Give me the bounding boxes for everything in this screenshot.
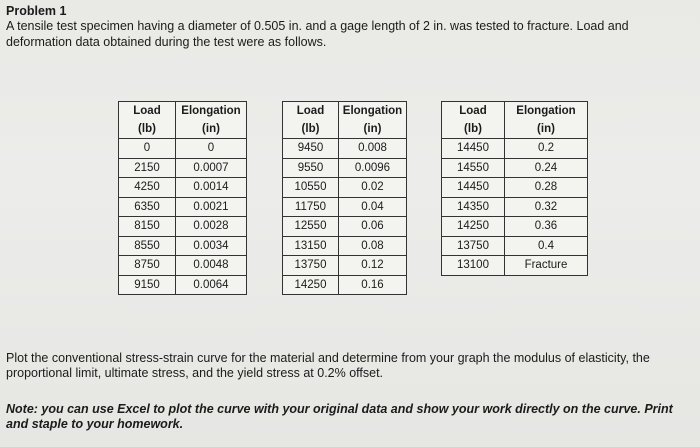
table-row xyxy=(119,158,247,178)
load-header: (lb) xyxy=(119,120,176,139)
elongation-cell: 0.24 xyxy=(505,158,588,178)
elongation-cell: 0.02 xyxy=(339,178,407,198)
load-header: (lb) xyxy=(442,120,505,139)
table-row xyxy=(442,256,588,276)
elongation-cell: 0.0064 xyxy=(176,275,247,295)
elongation-header: (in) xyxy=(339,120,407,139)
table-header-row xyxy=(119,102,247,121)
elongation-header: (in) xyxy=(505,120,588,139)
table-header-row xyxy=(119,120,247,139)
table-row xyxy=(442,158,588,178)
elongation-cell: 0 xyxy=(176,139,247,159)
elongation-cell: 0.32 xyxy=(505,197,588,217)
elongation-header: Elongation xyxy=(339,102,407,121)
problem-title: Problem 1 xyxy=(6,4,67,18)
elongation-cell: 0.008 xyxy=(339,139,407,159)
data-table-2 xyxy=(282,101,407,295)
table-header-row xyxy=(283,120,407,139)
table-row xyxy=(442,178,588,198)
elongation-header: Elongation xyxy=(505,102,588,121)
load-cell: 14450 xyxy=(442,139,505,159)
table-header-row xyxy=(442,102,588,121)
load-cell: 4250 xyxy=(119,178,176,198)
table-row xyxy=(283,275,407,295)
table-header-row xyxy=(283,102,407,121)
elongation-cell: 0.0048 xyxy=(176,256,247,276)
load-header: Load xyxy=(283,102,339,121)
load-cell: 13100 xyxy=(442,256,505,276)
table-header-row xyxy=(442,120,588,139)
table-row xyxy=(119,275,247,295)
elongation-cell: 0.0021 xyxy=(176,197,247,217)
elongation-cell: 0.4 xyxy=(505,236,588,256)
elongation-cell: 0.0014 xyxy=(176,178,247,198)
load-cell: 8150 xyxy=(119,217,176,237)
elongation-cell: Fracture xyxy=(505,256,588,276)
elongation-cell: 0.12 xyxy=(339,256,407,276)
table-row xyxy=(119,236,247,256)
load-cell: 0 xyxy=(119,139,176,159)
load-header: Load xyxy=(442,102,505,121)
table-row xyxy=(283,236,407,256)
load-cell: 14350 xyxy=(442,197,505,217)
load-cell: 11750 xyxy=(283,197,339,217)
load-cell: 10550 xyxy=(283,178,339,198)
load-cell: 8750 xyxy=(119,256,176,276)
table-row xyxy=(442,236,588,256)
load-cell: 9550 xyxy=(283,158,339,178)
elongation-header: (in) xyxy=(176,120,247,139)
load-cell: 6350 xyxy=(119,197,176,217)
elongation-cell: 0.0096 xyxy=(339,158,407,178)
table-row xyxy=(119,217,247,237)
table-row xyxy=(119,178,247,198)
elongation-cell: 0.08 xyxy=(339,236,407,256)
note: Note: you can use Excel to plot the curve with your original data and show your work directly on the curve. Print and staple to your homework. xyxy=(6,402,673,431)
load-cell: 14450 xyxy=(442,178,505,198)
load-cell: 8550 xyxy=(119,236,176,256)
load-cell: 12550 xyxy=(283,217,339,237)
table-row xyxy=(283,178,407,198)
table-row xyxy=(119,256,247,276)
table-row xyxy=(283,217,407,237)
load-cell: 9450 xyxy=(283,139,339,159)
elongation-cell: 0.36 xyxy=(505,217,588,237)
load-cell: 9150 xyxy=(119,275,176,295)
load-cell: 13750 xyxy=(442,236,505,256)
elongation-cell: 0.28 xyxy=(505,178,588,198)
table-row xyxy=(283,139,407,159)
load-cell: 13750 xyxy=(283,256,339,276)
table-row xyxy=(119,139,247,159)
load-cell: 13150 xyxy=(283,236,339,256)
load-header: Load xyxy=(119,102,176,121)
table-row xyxy=(283,158,407,178)
elongation-cell: 0.06 xyxy=(339,217,407,237)
table-row xyxy=(442,197,588,217)
instructions: Plot the conventional stress-strain curve for the material and determine from your graph the modulus of elasticity, the proportional limit, ultimate stress, and the yield stress at 0.2% offset. xyxy=(6,351,650,380)
data-table-1 xyxy=(118,101,247,295)
elongation-cell: 0.04 xyxy=(339,197,407,217)
table-row xyxy=(119,197,247,217)
elongation-cell: 0.16 xyxy=(339,275,407,295)
problem-intro: A tensile test specimen having a diameter of 0.505 in. and a gage length of 2 in. was tested to fracture. Load and deformation data obtained during the test were as follows. xyxy=(6,19,629,49)
elongation-cell: 0.0007 xyxy=(176,158,247,178)
load-cell: 14250 xyxy=(442,217,505,237)
table-row xyxy=(442,217,588,237)
elongation-cell: 0.0034 xyxy=(176,236,247,256)
table-row xyxy=(283,197,407,217)
load-cell: 14250 xyxy=(283,275,339,295)
data-table-3 xyxy=(441,101,588,276)
table-row xyxy=(442,139,588,159)
elongation-header: Elongation xyxy=(176,102,247,121)
load-cell: 2150 xyxy=(119,158,176,178)
elongation-cell: 0.0028 xyxy=(176,217,247,237)
load-cell: 14550 xyxy=(442,158,505,178)
load-header: (lb) xyxy=(283,120,339,139)
elongation-cell: 0.2 xyxy=(505,139,588,159)
table-row xyxy=(283,256,407,276)
